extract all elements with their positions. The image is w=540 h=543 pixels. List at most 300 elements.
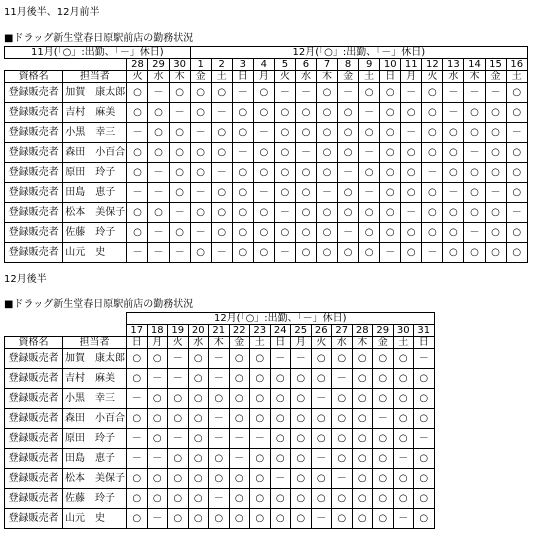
attendance-mark: ○: [229, 389, 250, 409]
person-header: 担当者: [63, 337, 127, 349]
table-row: [5, 143, 528, 163]
attendance-mark: ○: [422, 103, 443, 123]
attendance-mark: ○: [332, 489, 353, 509]
attendance-mark: ○: [250, 449, 271, 469]
person-name-cell: 加賀 康太郎: [63, 349, 127, 369]
attendance-mark: ○: [168, 389, 189, 409]
weekday-cell: 土: [211, 71, 232, 83]
table-row: [5, 203, 528, 223]
attendance-mark: －: [414, 349, 435, 369]
attendance-mark: ○: [229, 369, 250, 389]
attendance-mark: －: [127, 243, 148, 263]
attendance-mark: ○: [464, 243, 485, 263]
date-cell: 10: [380, 59, 401, 71]
attendance-mark: ○: [393, 369, 414, 389]
attendance-mark: ○: [274, 103, 295, 123]
attendance-mark: ○: [443, 243, 464, 263]
attendance-mark: ○: [147, 429, 168, 449]
qualification-cell: 登録販売者: [5, 369, 63, 389]
date-cell: 8: [338, 59, 359, 71]
attendance-mark: ○: [352, 349, 373, 369]
qualification-cell: 登録販売者: [5, 469, 63, 489]
attendance-mark: ○: [190, 203, 211, 223]
date-cell: 5: [274, 59, 295, 71]
attendance-mark: ○: [147, 389, 168, 409]
attendance-mark: ○: [338, 243, 359, 263]
attendance-mark: ○: [295, 123, 316, 143]
attendance-mark: －: [250, 429, 271, 449]
attendance-mark: ○: [317, 143, 338, 163]
attendance-mark: ○: [317, 103, 338, 123]
attendance-mark: －: [127, 123, 148, 143]
attendance-mark: ○: [317, 223, 338, 243]
attendance-mark: ○: [127, 469, 148, 489]
person-name-cell: 田島 恵子: [63, 183, 127, 203]
qualification-cell: 登録販売者: [5, 509, 63, 529]
attendance-mark: ○: [373, 349, 394, 369]
attendance-mark: ○: [253, 103, 274, 123]
attendance-mark: －: [506, 123, 527, 143]
header-spacer: [5, 325, 127, 337]
attendance-mark: ○: [270, 409, 291, 429]
weekday-cell: 水: [332, 337, 353, 349]
attendance-mark: ○: [443, 143, 464, 163]
attendance-mark: ○: [253, 223, 274, 243]
schedule-table-2: [4, 312, 435, 529]
attendance-mark: ○: [332, 349, 353, 369]
person-name-cell: 小黒 幸三: [63, 123, 127, 143]
attendance-mark: －: [229, 429, 250, 449]
person-name-cell: 佐藤 玲子: [63, 489, 127, 509]
attendance-mark: －: [401, 83, 422, 103]
weekday-cell: 土: [506, 71, 527, 83]
attendance-mark: ○: [229, 469, 250, 489]
attendance-mark: －: [443, 183, 464, 203]
attendance-mark: ○: [291, 489, 312, 509]
date-cell: 25: [291, 325, 312, 337]
weekday-cell: 水: [148, 71, 169, 83]
qualification-header: 資格名: [5, 337, 63, 349]
date-cell: 15: [485, 59, 506, 71]
person-name-cell: 森田 小百合: [63, 143, 127, 163]
table-row: [5, 469, 435, 489]
weekday-cell: 火: [168, 337, 189, 349]
attendance-mark: ○: [352, 409, 373, 429]
attendance-mark: ○: [352, 489, 373, 509]
date-cell: 2: [211, 59, 232, 71]
weekday-cell: 金: [190, 71, 211, 83]
attendance-mark: －: [464, 143, 485, 163]
attendance-mark: ○: [359, 163, 380, 183]
attendance-mark: ○: [209, 469, 230, 489]
attendance-mark: ○: [317, 83, 338, 103]
table-row: [5, 103, 528, 123]
attendance-mark: ○: [422, 183, 443, 203]
person-name-cell: 田島 恵子: [63, 449, 127, 469]
attendance-mark: －: [332, 469, 353, 489]
attendance-mark: ○: [250, 489, 271, 509]
attendance-mark: ○: [274, 223, 295, 243]
attendance-mark: －: [291, 349, 312, 369]
attendance-mark: ○: [232, 203, 253, 223]
attendance-mark: －: [338, 83, 359, 103]
person-name-cell: 森田 小百合: [63, 409, 127, 429]
attendance-mark: ○: [190, 143, 211, 163]
attendance-mark: －: [190, 223, 211, 243]
weekday-cell: 日: [127, 337, 148, 349]
attendance-mark: ○: [422, 143, 443, 163]
attendance-mark: ○: [274, 143, 295, 163]
weekday-cell: 月: [401, 71, 422, 83]
weekday-cell: 木: [464, 71, 485, 83]
attendance-mark: ○: [211, 83, 232, 103]
weekday-cell: 土: [393, 337, 414, 349]
qualification-cell: 登録販売者: [5, 83, 63, 103]
section1-caption: 11月後半、12月前半: [4, 7, 100, 18]
attendance-mark: ○: [211, 223, 232, 243]
attendance-mark: －: [127, 449, 148, 469]
attendance-mark: ○: [188, 489, 209, 509]
attendance-mark: ○: [188, 389, 209, 409]
qualification-cell: 登録販売者: [5, 429, 63, 449]
date-cell: 7: [317, 59, 338, 71]
attendance-mark: ○: [380, 103, 401, 123]
attendance-mark: ○: [414, 389, 435, 409]
attendance-mark: －: [209, 489, 230, 509]
attendance-mark: ○: [422, 223, 443, 243]
attendance-mark: －: [485, 183, 506, 203]
qualification-cell: 登録販売者: [5, 103, 63, 123]
attendance-mark: ○: [414, 509, 435, 529]
attendance-mark: －: [253, 123, 274, 143]
attendance-mark: －: [401, 203, 422, 223]
weekday-cell: 月: [147, 337, 168, 349]
attendance-mark: －: [147, 369, 168, 389]
attendance-mark: －: [209, 429, 230, 449]
attendance-mark: ○: [317, 163, 338, 183]
attendance-mark: ○: [188, 509, 209, 529]
table-row: [5, 223, 528, 243]
attendance-mark: －: [338, 163, 359, 183]
weekday-cell: 日: [380, 71, 401, 83]
attendance-mark: ○: [401, 183, 422, 203]
attendance-mark: ○: [414, 409, 435, 429]
weekday-cell: 水: [295, 71, 316, 83]
attendance-mark: －: [359, 143, 380, 163]
date-cell: 9: [359, 59, 380, 71]
attendance-mark: ○: [127, 223, 148, 243]
attendance-mark: ○: [253, 243, 274, 263]
attendance-mark: ○: [352, 509, 373, 529]
date-cell: 27: [332, 325, 353, 337]
attendance-mark: ○: [295, 163, 316, 183]
attendance-mark: ○: [168, 469, 189, 489]
attendance-mark: －: [380, 243, 401, 263]
date-cell: 6: [295, 59, 316, 71]
date-cell: 22: [229, 325, 250, 337]
attendance-mark: ○: [270, 509, 291, 529]
attendance-mark: ○: [291, 389, 312, 409]
attendance-mark: ○: [422, 83, 443, 103]
attendance-mark: ○: [443, 123, 464, 143]
date-cell: 16: [506, 59, 527, 71]
date-cell: 20: [188, 325, 209, 337]
date-cell: 4: [253, 59, 274, 71]
attendance-mark: －: [168, 349, 189, 369]
attendance-mark: ○: [127, 489, 148, 509]
attendance-mark: ○: [506, 223, 527, 243]
attendance-mark: ○: [211, 183, 232, 203]
attendance-mark: ○: [338, 103, 359, 123]
person-name-cell: 吉村 麻美: [63, 369, 127, 389]
table-row: [5, 369, 435, 389]
attendance-mark: ○: [169, 163, 190, 183]
attendance-mark: ○: [232, 103, 253, 123]
table-row: [5, 429, 435, 449]
table-row: [5, 243, 528, 263]
attendance-mark: ○: [352, 429, 373, 449]
attendance-mark: －: [127, 429, 148, 449]
weekday-cell: 金: [338, 71, 359, 83]
attendance-mark: ○: [393, 469, 414, 489]
attendance-mark: ○: [332, 409, 353, 429]
qualification-cell: 登録販売者: [5, 123, 63, 143]
attendance-mark: －: [485, 83, 506, 103]
attendance-mark: ○: [127, 369, 148, 389]
date-cell: 26: [311, 325, 332, 337]
weekday-cell: 月: [253, 71, 274, 83]
attendance-mark: ○: [188, 449, 209, 469]
attendance-mark: －: [359, 103, 380, 123]
attendance-mark: ○: [127, 143, 148, 163]
attendance-mark: ○: [169, 123, 190, 143]
attendance-mark: ○: [311, 429, 332, 449]
attendance-mark: ○: [359, 203, 380, 223]
attendance-mark: ○: [295, 103, 316, 123]
attendance-mark: ○: [211, 123, 232, 143]
attendance-mark: ○: [401, 163, 422, 183]
weekday-cell: 火: [127, 71, 148, 83]
attendance-mark: ○: [253, 203, 274, 223]
month-header-november: 11月(「○」:出勤、「－」休日): [5, 47, 191, 59]
person-name-cell: 吉村 麻美: [63, 103, 127, 123]
attendance-mark: －: [169, 243, 190, 263]
attendance-mark: －: [190, 183, 211, 203]
attendance-mark: ○: [127, 349, 148, 369]
date-cell: 28: [352, 325, 373, 337]
qualification-header: 資格名: [5, 71, 63, 83]
attendance-mark: ○: [148, 143, 169, 163]
attendance-mark: ○: [338, 183, 359, 203]
attendance-mark: ○: [485, 163, 506, 183]
attendance-mark: ○: [380, 143, 401, 163]
weekday-cell: 日: [270, 337, 291, 349]
attendance-mark: －: [311, 389, 332, 409]
attendance-mark: ○: [274, 183, 295, 203]
attendance-mark: －: [270, 469, 291, 489]
attendance-mark: ○: [127, 103, 148, 123]
attendance-mark: ○: [373, 389, 394, 409]
person-name-cell: 原田 玲子: [63, 163, 127, 183]
attendance-mark: ○: [332, 389, 353, 409]
attendance-mark: ○: [295, 223, 316, 243]
date-cell: 23: [250, 325, 271, 337]
attendance-mark: ○: [373, 369, 394, 389]
attendance-mark: －: [127, 389, 148, 409]
person-name-cell: 松本 美保子: [63, 469, 127, 489]
header-spacer: [5, 59, 127, 71]
attendance-mark: ○: [232, 163, 253, 183]
attendance-mark: ○: [506, 103, 527, 123]
attendance-mark: ○: [506, 83, 527, 103]
attendance-mark: －: [148, 243, 169, 263]
table-row: [5, 349, 435, 369]
attendance-mark: ○: [485, 123, 506, 143]
date-cell: 3: [232, 59, 253, 71]
attendance-mark: ○: [414, 489, 435, 509]
attendance-mark: －: [373, 409, 394, 429]
attendance-mark: －: [168, 369, 189, 389]
attendance-mark: ○: [169, 223, 190, 243]
attendance-mark: ○: [291, 449, 312, 469]
attendance-mark: ○: [443, 163, 464, 183]
attendance-mark: ○: [209, 389, 230, 409]
weekday-cell: 木: [169, 71, 190, 83]
attendance-mark: ○: [352, 469, 373, 489]
person-name-cell: 山元 史: [63, 509, 127, 529]
attendance-mark: ○: [211, 143, 232, 163]
attendance-mark: ○: [352, 369, 373, 389]
qualification-cell: 登録販売者: [5, 143, 63, 163]
attendance-mark: ○: [380, 203, 401, 223]
attendance-mark: －: [464, 223, 485, 243]
attendance-mark: －: [211, 243, 232, 263]
attendance-mark: ○: [209, 449, 230, 469]
attendance-mark: ○: [359, 83, 380, 103]
attendance-mark: ○: [250, 509, 271, 529]
section1-title: ■ドラッグ新生堂春日原駅前店の勤務状況: [4, 33, 194, 44]
attendance-mark: ○: [229, 489, 250, 509]
attendance-mark: －: [211, 103, 232, 123]
attendance-mark: －: [393, 509, 414, 529]
attendance-mark: ○: [188, 429, 209, 449]
attendance-mark: ○: [232, 123, 253, 143]
weekday-cell: 金: [229, 337, 250, 349]
attendance-mark: －: [295, 143, 316, 163]
date-cell: 1: [190, 59, 211, 71]
attendance-mark: ○: [291, 509, 312, 529]
attendance-mark: ○: [127, 409, 148, 429]
table-row: [5, 163, 528, 183]
attendance-mark: ○: [338, 203, 359, 223]
attendance-mark: ○: [270, 489, 291, 509]
date-cell: 17: [127, 325, 148, 337]
attendance-mark: ○: [485, 103, 506, 123]
attendance-mark: ○: [127, 83, 148, 103]
weekday-cell: 水: [188, 337, 209, 349]
attendance-mark: ○: [380, 183, 401, 203]
attendance-mark: －: [148, 83, 169, 103]
attendance-mark: ○: [147, 469, 168, 489]
weekday-cell: 火: [422, 71, 443, 83]
attendance-mark: ○: [250, 349, 271, 369]
attendance-mark: ○: [229, 509, 250, 529]
attendance-mark: ○: [147, 409, 168, 429]
attendance-mark: ○: [127, 509, 148, 529]
attendance-mark: ○: [332, 429, 353, 449]
attendance-mark: ○: [373, 429, 394, 449]
table-row: [5, 123, 528, 143]
attendance-mark: －: [464, 83, 485, 103]
schedule-table-1: [4, 46, 528, 263]
attendance-mark: －: [401, 123, 422, 143]
attendance-mark: ○: [373, 449, 394, 469]
date-cell: 30: [393, 325, 414, 337]
attendance-mark: －: [169, 203, 190, 223]
table-row: [5, 409, 435, 429]
attendance-mark: ○: [311, 369, 332, 389]
attendance-mark: ○: [253, 83, 274, 103]
attendance-mark: ○: [270, 449, 291, 469]
attendance-mark: ○: [414, 449, 435, 469]
attendance-mark: ○: [352, 449, 373, 469]
attendance-mark: －: [311, 449, 332, 469]
qualification-cell: 登録販売者: [5, 389, 63, 409]
attendance-mark: －: [209, 349, 230, 369]
date-cell: 24: [270, 325, 291, 337]
attendance-mark: ○: [373, 469, 394, 489]
attendance-mark: ○: [148, 103, 169, 123]
attendance-mark: ○: [464, 183, 485, 203]
qualification-cell: 登録販売者: [5, 223, 63, 243]
attendance-mark: ○: [190, 243, 211, 263]
attendance-mark: ○: [295, 183, 316, 203]
attendance-mark: ○: [317, 203, 338, 223]
table-row: [5, 389, 435, 409]
weekday-cell: 土: [359, 71, 380, 83]
attendance-mark: －: [443, 83, 464, 103]
attendance-mark: －: [338, 223, 359, 243]
attendance-mark: ○: [147, 489, 168, 509]
weekday-cell: 土: [250, 337, 271, 349]
attendance-mark: ○: [393, 389, 414, 409]
attendance-mark: －: [295, 83, 316, 103]
attendance-mark: ○: [148, 203, 169, 223]
weekday-cell: 火: [311, 337, 332, 349]
attendance-mark: ○: [485, 223, 506, 243]
attendance-mark: ○: [485, 203, 506, 223]
attendance-mark: ○: [311, 469, 332, 489]
attendance-mark: ○: [188, 349, 209, 369]
attendance-mark: ○: [338, 123, 359, 143]
attendance-mark: ○: [250, 389, 271, 409]
attendance-mark: －: [148, 223, 169, 243]
attendance-mark: ○: [380, 123, 401, 143]
attendance-mark: ○: [190, 103, 211, 123]
qualification-cell: 登録販売者: [5, 449, 63, 469]
qualification-cell: 登録販売者: [5, 163, 63, 183]
attendance-mark: ○: [250, 369, 271, 389]
attendance-mark: －: [274, 203, 295, 223]
attendance-mark: －: [169, 103, 190, 123]
attendance-mark: －: [270, 349, 291, 369]
attendance-mark: ○: [291, 369, 312, 389]
attendance-mark: ○: [270, 389, 291, 409]
qualification-cell: 登録販売者: [5, 409, 63, 429]
weekday-cell: 火: [274, 71, 295, 83]
attendance-mark: ○: [443, 203, 464, 223]
attendance-mark: －: [311, 509, 332, 529]
